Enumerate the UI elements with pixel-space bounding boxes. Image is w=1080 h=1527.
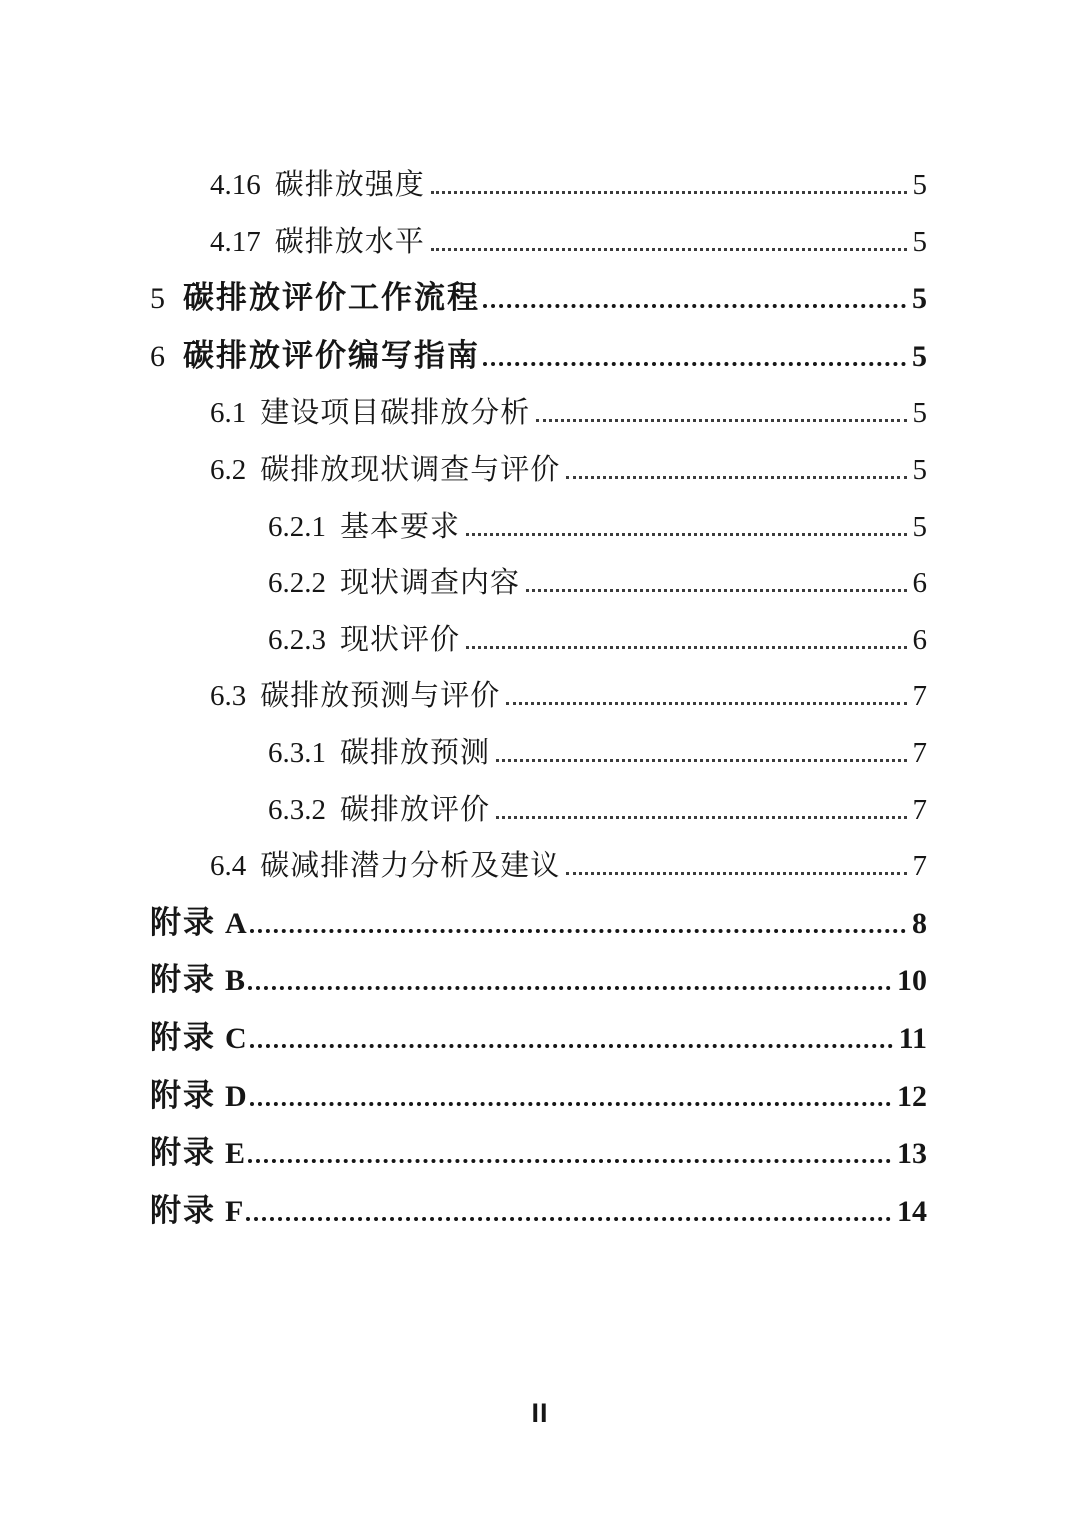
toc-entry-page: 5	[912, 397, 927, 430]
toc-entry-number: 4.16	[210, 169, 261, 201]
toc-entry-title: 附录	[150, 904, 216, 940]
dot-leader	[566, 476, 906, 479]
toc-entry	[150, 442, 927, 499]
toc-entry-number: 6.3	[210, 680, 247, 713]
dot-leader	[431, 191, 907, 194]
dot-leader	[496, 816, 906, 819]
toc-entry-title: 现状调查内容	[340, 567, 521, 600]
dot-leader	[536, 419, 906, 422]
toc-entry-page: 7	[912, 736, 927, 769]
page-footer	[0, 1398, 1080, 1429]
toc-entry-title: 碳排放预测与评价	[260, 680, 501, 713]
toc-entry-title: 附录	[150, 1077, 216, 1113]
toc-entry	[150, 668, 927, 725]
toc-entry-page: 6	[912, 567, 927, 600]
dot-leader	[566, 872, 906, 875]
toc-entry-number: 6.3.1	[268, 736, 326, 769]
dot-leader	[248, 1159, 891, 1163]
toc-entry-page: 5	[912, 282, 927, 316]
toc-entry-title: 碳排放水平	[274, 225, 425, 258]
toc-entry	[150, 838, 927, 895]
toc-entry-page: 5	[912, 453, 927, 486]
dot-leader	[248, 986, 891, 990]
toc-entry-title: 建设项目碳排放分析	[260, 397, 531, 430]
toc-entry-page: 14	[897, 1194, 927, 1228]
toc-entry	[150, 1068, 927, 1126]
toc-entry	[150, 499, 927, 556]
toc-entry-page: 7	[912, 793, 927, 826]
toc-entry-title: 附录	[150, 1019, 216, 1055]
dot-leader	[506, 702, 906, 705]
dot-leader	[483, 362, 906, 366]
toc-entry-number: 6	[150, 339, 165, 373]
toc-entry-letter: D	[225, 1079, 247, 1113]
toc-entry-title: 碳排放评价工作流程	[183, 280, 480, 316]
toc-entry-number: 6.2.2	[268, 567, 326, 600]
toc-entry	[150, 214, 927, 271]
toc-entry-number: 6.2.3	[268, 623, 326, 656]
toc-entry	[150, 952, 927, 1010]
toc-entry	[150, 1010, 927, 1068]
toc-entry-letter: A	[225, 906, 247, 940]
toc-entry	[150, 270, 927, 328]
toc-entry	[150, 328, 927, 386]
toc-entry-page: 5	[912, 339, 927, 373]
toc-entry-page: 7	[912, 850, 927, 883]
toc-entry-number: 6.2	[210, 453, 247, 486]
toc-entry	[150, 612, 927, 669]
toc-entry-title: 碳排放预测	[340, 736, 491, 769]
toc-entry	[150, 157, 927, 214]
toc-entry-letter: C	[225, 1021, 247, 1055]
toc-entry-page: 8	[912, 906, 927, 940]
toc-entry-number: 4.17	[210, 225, 261, 258]
toc-entry-page: 5	[912, 225, 927, 258]
dot-leader	[526, 589, 906, 592]
toc-entry-page: 13	[897, 1137, 927, 1171]
toc-entry-page: 5	[912, 510, 927, 543]
dot-leader	[246, 1217, 891, 1221]
toc-entry	[150, 895, 927, 953]
toc-entry	[150, 1125, 927, 1183]
toc-entry-page: 11	[898, 1021, 927, 1055]
toc-entry-title: 基本要求	[340, 510, 461, 543]
toc-entry-number: 6.3.2	[268, 793, 326, 826]
toc-entry-number: 6.2.1	[268, 510, 326, 543]
toc-entry-number: 6.4	[210, 850, 247, 883]
dot-leader	[431, 248, 907, 251]
toc-entry-page: 6	[912, 623, 927, 656]
toc-entry-letter: B	[225, 964, 246, 998]
toc-entry-page: 10	[897, 964, 927, 998]
dot-leader	[466, 646, 906, 649]
toc-entry-letter: F	[225, 1194, 244, 1228]
toc-entry-title: 附录	[150, 1192, 216, 1228]
page-number: II	[531, 1398, 549, 1428]
toc-entry-title: 碳排放现状调查与评价	[260, 453, 561, 486]
dot-leader	[250, 1044, 893, 1048]
dot-leader	[483, 304, 906, 308]
toc-entry-page: 5	[912, 169, 927, 201]
toc-entry	[150, 782, 927, 839]
toc-entry-title: 碳排放评价编写指南	[183, 337, 480, 373]
toc-entry-title: 附录	[150, 962, 216, 998]
dot-leader	[250, 1102, 891, 1106]
toc-entry-page: 7	[912, 680, 927, 713]
toc-entry	[150, 385, 927, 442]
toc-entry-letter: E	[225, 1137, 246, 1171]
toc-entry	[150, 725, 927, 782]
toc-entry	[150, 1183, 927, 1241]
dot-leader	[496, 759, 906, 762]
toc-entry-number: 5	[150, 282, 165, 316]
toc-entry-title: 碳排放强度	[274, 169, 425, 201]
toc-entry-number: 6.1	[210, 397, 247, 430]
dot-leader	[466, 533, 906, 536]
toc-entry	[150, 555, 927, 612]
toc-entry-title: 现状评价	[340, 623, 461, 656]
toc-entry-title: 碳排放评价	[340, 793, 491, 826]
dot-leader	[250, 929, 906, 933]
toc-entry-page: 12	[897, 1079, 927, 1113]
toc-entry-title: 碳减排潜力分析及建议	[260, 850, 561, 883]
toc-entry-title: 附录	[150, 1135, 216, 1171]
table-of-contents	[150, 157, 927, 1240]
